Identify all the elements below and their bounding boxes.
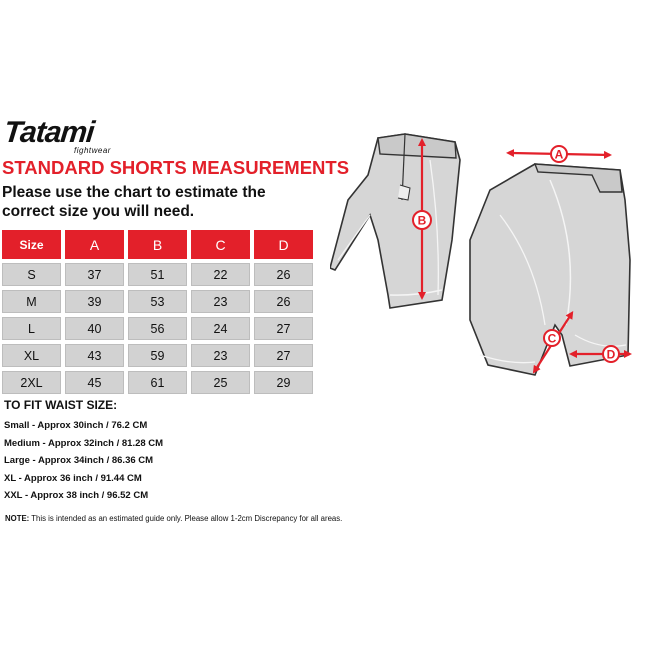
column-header-b: B [126, 228, 189, 261]
size-cell: 2XL [0, 369, 63, 396]
waist-size-item: XXL - Approx 38 inch / 96.52 CM [4, 490, 149, 501]
measurement-cell: 40 [63, 315, 126, 342]
measurement-a [512, 146, 610, 162]
table-row [0, 315, 315, 342]
label-d: D [606, 347, 616, 362]
measurement-cell: 29 [252, 369, 315, 396]
size-cell: XL [0, 342, 63, 369]
measurement-cell: 26 [252, 288, 315, 315]
column-header-a: A [63, 228, 126, 261]
instructions-text: Please use the chart to estimate the correct size you will need. [2, 184, 266, 220]
measurement-cell: 43 [63, 342, 126, 369]
measurement-cell: 45 [63, 369, 126, 396]
note-text: This is intended as an estimated guide only. Please allow 1-2cm Discrepancy for all areas. [29, 514, 343, 523]
measurement-cell: 25 [189, 369, 252, 396]
measurement-cell: 22 [189, 261, 252, 288]
measurement-cell: 53 [126, 288, 189, 315]
table-row [0, 261, 315, 288]
measurement-cell: 27 [252, 315, 315, 342]
waist-size-section [4, 398, 163, 505]
size-chart-table [0, 228, 315, 396]
column-header-c: C [189, 228, 252, 261]
page-title: STANDARD SHORTS MEASUREMENTS [2, 157, 350, 178]
label-c: C [547, 331, 557, 346]
table-row [0, 342, 315, 369]
waist-size-item: XL - Approx 36 inch / 91.44 CM [4, 472, 142, 484]
table-row [0, 288, 315, 315]
measurement-cell: 23 [189, 342, 252, 369]
measurement-cell: 59 [126, 342, 189, 369]
size-cell: M [0, 288, 63, 315]
measurement-cell: 27 [252, 342, 315, 369]
disclaimer-note [5, 514, 342, 523]
note-label: NOTE: [5, 514, 30, 523]
column-header-size: Size [0, 228, 63, 261]
waist-size-item: Medium - Approx 32inch / 81.28 CM [4, 437, 164, 449]
logo-wordmark: Tatami [2, 116, 96, 149]
table-header-row [0, 228, 315, 261]
measurement-cell: 56 [126, 315, 189, 342]
label-a: A [554, 147, 564, 162]
waist-section-title: TO FIT WAIST SIZE: [4, 398, 118, 412]
measurement-cell: 51 [126, 261, 189, 288]
measurement-cell: 39 [63, 288, 126, 315]
waist-size-item: Small - Approx 30inch / 76.2 CM [4, 420, 148, 431]
waist-size-item: Large - Approx 34inch / 86.36 CM [4, 455, 154, 466]
shorts-measurement-diagram [330, 120, 650, 390]
shorts-side-view [330, 134, 460, 308]
size-cell: L [0, 315, 63, 342]
measurement-cell: 61 [126, 369, 189, 396]
measurement-cell: 24 [189, 315, 252, 342]
size-cell: S [0, 261, 63, 288]
waist-size-list [4, 417, 163, 505]
tatami-logo [4, 118, 134, 158]
measurement-cell: 26 [252, 261, 315, 288]
measurement-cell: 37 [63, 261, 126, 288]
table-body [0, 261, 315, 396]
column-header-d: D [252, 228, 315, 261]
label-b: B [417, 213, 427, 228]
measurement-cell: 23 [189, 288, 252, 315]
logo-tagline: fightwear [74, 146, 111, 155]
table-row [0, 369, 315, 396]
